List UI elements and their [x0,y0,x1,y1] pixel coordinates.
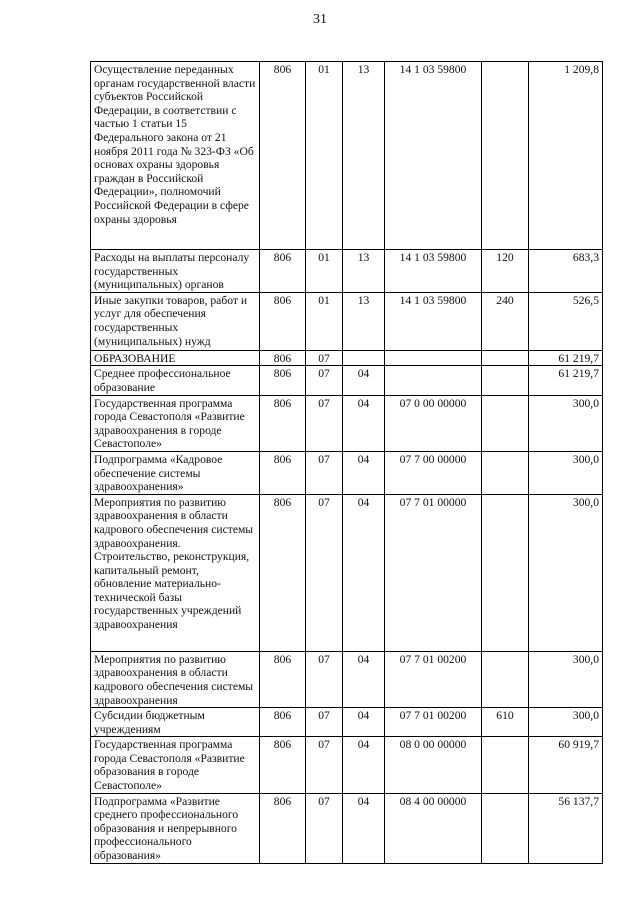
section-code: 07 [306,451,343,494]
subsection-code: 13 [343,62,385,250]
table-row [91,494,603,651]
target-code: 07 7 01 00000 [385,494,482,651]
ministry-code: 806 [260,250,306,293]
subsection-code: 04 [343,651,385,707]
section-code: 07 [306,395,343,451]
subsection-code: 04 [343,395,385,451]
section-code: 01 [306,62,343,250]
row-name: Иные закупки товаров, работ и услуг для обеспечения государственных (муниципальных) нужд [91,292,260,350]
section-code: 01 [306,250,343,293]
table-row [91,62,603,250]
target-code: 07 7 01 00200 [385,708,482,737]
row-name: Субсидии бюджетным учреждениям [91,708,260,737]
section-code: 07 [306,350,343,366]
subsection-code: 04 [343,737,385,793]
amount: 300,0 [529,395,603,451]
subsection-code: 04 [343,451,385,494]
section-code: 07 [306,651,343,707]
section-code: 01 [306,292,343,350]
ministry-code: 806 [260,737,306,793]
target-code: 08 4 00 00000 [385,793,482,863]
target-code: 07 0 00 00000 [385,395,482,451]
ministry-code: 806 [260,62,306,250]
expense-type-code [482,651,529,707]
row-name: Подпрограмма «Кадровое обеспечение системы здравоохранения» [91,451,260,494]
table-row [91,651,603,707]
target-code: 14 1 03 59800 [385,292,482,350]
ministry-code: 806 [260,292,306,350]
expense-type-code [482,451,529,494]
amount: 1 209,8 [529,62,603,250]
ministry-code: 806 [260,395,306,451]
section-code: 07 [306,737,343,793]
expense-type-code [482,62,529,250]
amount: 300,0 [529,451,603,494]
ministry-code: 806 [260,451,306,494]
expense-type-code: 240 [482,292,529,350]
target-code: 08 0 00 00000 [385,737,482,793]
row-name: ОБРАЗОВАНИЕ [91,350,260,366]
subsection-code: 13 [343,250,385,293]
subsection-code: 04 [343,793,385,863]
expense-type-code [482,366,529,395]
expense-type-code [482,494,529,651]
row-name: Среднее профессиональное образование [91,366,260,395]
target-code: 14 1 03 59800 [385,250,482,293]
row-name: Мероприятия по развитию здравоохранения в области кадрового обеспечения системы здравоохранения [91,651,260,707]
table-row [91,350,603,366]
subsection-code: 04 [343,366,385,395]
subsection-code [343,350,385,366]
ministry-code: 806 [260,366,306,395]
amount: 526,5 [529,292,603,350]
table-row [91,793,603,863]
amount: 300,0 [529,651,603,707]
amount: 683,3 [529,250,603,293]
target-code: 07 7 00 00000 [385,451,482,494]
expense-type-code: 610 [482,708,529,737]
row-name: Государственная программа города Севастополя «Развитие здравоохранения в городе Севастополе» [91,395,260,451]
section-code: 07 [306,793,343,863]
row-name: Мероприятия по развитию здравоохранения в области кадрового обеспечения системы здравоохранения. Строительство, реконструкция, капитальный ремонт, обновление материально-технической базы государственных учреждений здравоохранения [91,494,260,651]
subsection-code: 13 [343,292,385,350]
section-code: 07 [306,494,343,651]
expense-type-code [482,737,529,793]
table-row [91,395,603,451]
section-code: 07 [306,708,343,737]
expense-type-code [482,395,529,451]
row-name: Подпрограмма «Развитие среднего профессионального образования и непрерывного профессионального образования» [91,793,260,863]
table-row [91,250,603,293]
table-row [91,451,603,494]
table-row [91,737,603,793]
page-number: 31 [313,12,327,27]
amount: 61 219,7 [529,350,603,366]
ministry-code: 806 [260,350,306,366]
amount: 61 219,7 [529,366,603,395]
section-code: 07 [306,366,343,395]
amount: 300,0 [529,708,603,737]
expense-type-code [482,793,529,863]
target-code [385,366,482,395]
target-code: 07 7 01 00200 [385,651,482,707]
budget-table [90,61,603,864]
row-name: Государственная программа города Севастополя «Развитие образования в городе Севастополе» [91,737,260,793]
table-row [91,708,603,737]
expense-type-code [482,350,529,366]
amount: 60 919,7 [529,737,603,793]
amount: 56 137,7 [529,793,603,863]
target-code [385,350,482,366]
subsection-code: 04 [343,494,385,651]
target-code: 14 1 03 59800 [385,62,482,250]
subsection-code: 04 [343,708,385,737]
expense-type-code: 120 [482,250,529,293]
ministry-code: 806 [260,494,306,651]
ministry-code: 806 [260,651,306,707]
row-name: Осуществление переданных органам государственной власти субъектов Российской Федерации, в соответствии с частью 1 статьи 15 Федерального закона от 21 ноября 2011 года № 323-ФЗ «Об основах охраны здоровья граждан в Российской Федерации», полномочий Российской Федерации в сфере охраны здоровья [91,62,260,250]
amount: 300,0 [529,494,603,651]
table-row [91,292,603,350]
table-row [91,366,603,395]
ministry-code: 806 [260,708,306,737]
ministry-code: 806 [260,793,306,863]
row-name: Расходы на выплаты персоналу государственных (муниципальных) органов [91,250,260,293]
